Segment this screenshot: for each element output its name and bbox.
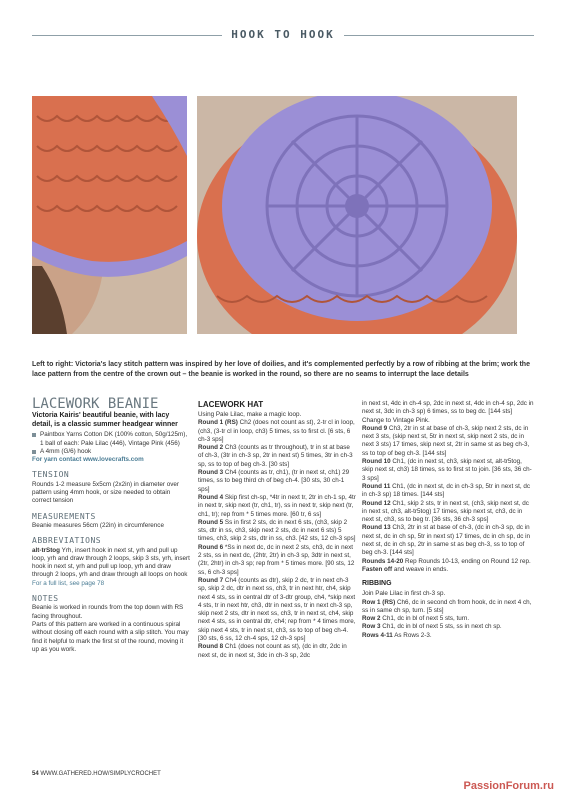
photo-caption: Left to right: Victoria's lacy stitch pattern was inspired by her love of doilies, and it's complemented perfectly by a row of ribbing at the brim; work the lace pattern from the centre of the crown out – the beanie is worked in the round, so there are no seams to interrupt the lace details [32, 361, 530, 378]
round-entry [198, 519, 356, 544]
round-label: Fasten off [362, 565, 393, 573]
round-text: Rep Rounds 10-13, ending on Round 12 rep. [403, 557, 531, 565]
round-label: Round 10 [362, 458, 391, 466]
round-label: Round 11 [362, 482, 391, 490]
round-entry [198, 469, 356, 494]
column-hat [198, 400, 356, 660]
round-label: Round 2 [198, 444, 224, 452]
row-entry [362, 623, 534, 631]
row-text: Ch1, dc in bl of next 5 sts, turn. [380, 615, 470, 623]
round-entry [198, 643, 356, 660]
abbreviation-term: alt-trStog [32, 546, 60, 554]
abbreviation-entry [32, 547, 190, 580]
round-text: Ch2 (does not count as st), 2-tr cl in loop, (ch3, (3-tr cl in loop, ch3) 5 times, ss to first cl. [6 sts, 6 ch-3 sps] [198, 419, 355, 443]
round-text: and weave in ends. [392, 565, 449, 573]
material-item: A 4mm (G/6) hook [32, 448, 190, 456]
row-entry [362, 599, 534, 616]
notes-heading: NOTES [32, 594, 59, 604]
materials-list [32, 431, 190, 456]
column-intro [32, 396, 190, 654]
round-entry [198, 494, 356, 519]
round-label: Round 12 [362, 499, 391, 507]
row-text: Ch1, dc in bl of next 5 sts, ss in next ch sp. [380, 623, 502, 631]
measurements-text: Beanie measures 56cm (22in) in circumference [32, 521, 164, 529]
round-text: Ch1, (dc in next st, dc in ch-3 sp, 5tr in next st, dc in ch-3 sp) 18 times. [144 sts] [362, 482, 530, 499]
measurements-heading: MEASUREMENTS [32, 511, 96, 521]
pattern-intro: Victoria Kairis' beautiful beanie, with lacy detail, is a classic summer headgear winner [32, 412, 178, 429]
round-entry [362, 458, 534, 483]
beanie-side-photo [32, 96, 187, 334]
round-label: Rounds 14-20 [362, 557, 404, 565]
round-label: Round 1 (RS) [198, 419, 238, 427]
tension-text: Rounds 1-2 measure 5x5cm (2x2in) in diameter over pattern using 4mm hook, or size needed to obtain correct tension [32, 480, 179, 505]
footer-url[interactable]: WWW.GATHERED.HOW/SIMPLYCROCHET [40, 771, 161, 777]
round-entry [362, 524, 534, 557]
row-text: As Rows 2-3. [392, 631, 432, 639]
ribbing-start: Join Pale Lilac in first ch-3 sp. [362, 590, 446, 598]
notes-paragraph: Parts of this pattern are worked in a continuous spiral without closing off each round with a slip stitch. You may find it helpful to mark the first st of the round, moving it up as you work. [32, 620, 189, 653]
round-text: Ch1, skip 2 sts, tr in next st, (ch3, skip next st, dc in next st, ch3, alt-tr5tog) 17 times, skip next st, ch3, dc in next st, ch3, ss to beg tr. [36 sts, 36 ch-3 sps] [362, 499, 529, 524]
abbreviation-definition: Yrh, insert hook in next st, yrh and pull up loop, yrh and draw through 2 loops, skip 3 sts, yrh, insert hook in next st, yrh and pull up loop, yrh and draw through 2 loops, yrh and draw through all loops on hook [32, 546, 190, 579]
round-text: Ch1 (does not count as st), (dc in dtr, 2dc in next st, dc in next st, 3dc in ch-3 sp, 2dc [198, 643, 347, 659]
round-text: Ch4 (counts as tr, ch1), (tr in next st, ch1) 29 times, ss to beg third ch of beg ch-4. [30 sts, 30 ch-1 sps] [198, 469, 350, 493]
round-label: Round 6 [198, 543, 224, 551]
round-label: Round 4 [198, 493, 224, 501]
round-entry [198, 419, 356, 444]
round-label: Round 7 [198, 576, 224, 584]
row-entry [362, 632, 534, 640]
row-label: Row 1 (RS) [362, 598, 396, 606]
page-footer [32, 771, 161, 777]
round-entry [198, 577, 356, 643]
row-text: Ch6, dc in second ch from hook, dc in next 4 ch, ss in same ch sp, turn. [5 sts] [362, 598, 532, 614]
round-entry [198, 444, 356, 469]
round-text: Ch4 (counts as dtr), skip 2 dc, tr in next ch-3 sp, skip 2 dc, dtr in next ss, ch3, tr in next htr, ch4, skip next 4 sts, ss in central dtr of 3-dtr group, ch4, *skip next 4 sts, tr in next htr, ch3, dtr in next ss, tr in next ch-3 sp, skip next 2 sts, dtr in next ss, ch3, tr in next st, ch4, skip next 4 sts, ss in central dtr, ch4; rep from * 4 times more, skip next 4 sts, tr in next st, ch3, ss to top of beg ch-4. [30 sts, 6 ss, 12 ch-4 sps, 12 ch-3 sps] [198, 576, 356, 643]
round-continued: in next st, 4dc in ch-4 sp, 2dc in next st, 4dc in ch-4 sp, 2dc in next st, 3dc in ch-3 sp) 6 times, ss to beg dc. [144 sts] [362, 400, 534, 416]
beanie-crown-photo [197, 96, 517, 334]
page-number: 54 [32, 771, 39, 777]
round-text: Ch3, 2tr in st at base of ch-3, skip next 2 sts, dc in next 3 sts, (skip next st, 5tr in next st, skip next 2 sts, dc in next 3 sts) 17 times, skip next st, 2tr in same st as beg ch-3, ss to top of beg ch-3. [144 sts] [362, 424, 530, 457]
round-label: Round 13 [362, 524, 391, 532]
abbreviations-more-link[interactable]: For a full list, see page 78 [32, 579, 105, 587]
round-entry [198, 544, 356, 577]
round-label: Round 3 [198, 469, 224, 477]
notes-paragraph: Beanie is worked in rounds from the top down with RS facing throughout. [32, 604, 184, 620]
round-text: Ch3, 2tr in st at base of ch-3, (dc in ch-3 sp, dc in next st, dc in ch sp, 5tr in next st) 17 times, dc in ch sp, dc in next st, dc in ch sp, 2tr in same st as beg ch-3, ss to top of beg ch-3. [144 sts] [362, 524, 530, 557]
round-entry [362, 500, 534, 525]
round-entry [362, 425, 534, 458]
hat-heading: LACEWORK HAT [198, 400, 264, 409]
round-text: Ch3 (counts as tr throughout), tr in st at base of ch-3, (3tr in ch-3 sp, 2tr in next st) 5 times, 3tr in ch-3 sp, ss to top of beg ch-3. [30 sts] [198, 444, 353, 468]
row-label: Rows 4-11 [362, 631, 393, 639]
round-text: Ch1, (dc in next st, ch3, skip next st, alt-tr5tog, skip next st, ch3) 18 times, ss to first st to join. [36 sts, 36 ch-3 sps] [362, 458, 532, 482]
pattern-title: LACEWORK BEANIE [32, 396, 159, 412]
round-entry [362, 483, 534, 500]
round-label: Round 5 [198, 518, 224, 526]
hat-start: Using Pale Lilac, make a magic loop. [198, 411, 302, 418]
tension-heading: TENSION [32, 470, 70, 480]
header-rule-left [32, 35, 222, 36]
colour-change: Change to Vintage Pink. [362, 416, 430, 424]
material-item: Paintbox Yarns Cotton DK (100% cotton, 50g/125m), 1 ball of each: Pale Lilac (446), Vintage Pink (456) [32, 431, 190, 448]
row-label: Row 3 [362, 623, 381, 631]
round-label: Round 8 [198, 643, 224, 651]
page-header [0, 26, 566, 46]
yarn-contact: For yarn contact www.lovecrafts.com [32, 456, 144, 464]
ribbing-heading: RIBBING [362, 580, 392, 588]
header-rule-right [344, 35, 534, 36]
row-entry [362, 615, 534, 623]
watermark: PassionForum.ru [463, 780, 554, 792]
column-continued [362, 400, 534, 640]
abbreviations-heading: ABBREVIATIONS [32, 536, 102, 546]
round-text: Ss in first 2 sts, dc in next 6 sts, (ch3, skip 2 sts, dtr in ss, ch3, skip next 2 sts, dc in next 6 sts) 5 times, ch3, skip 2 sts, dtr in ss, ch3. [42 sts, 12 ch-3 sps] [198, 518, 356, 543]
row-label: Row 2 [362, 615, 381, 623]
round-label: Round 9 [362, 424, 388, 432]
round-entry [362, 566, 534, 574]
round-text: *Ss in next dc, dc in next 2 sts, ch3, dc in next 2 sts, ss in next dc, (2htr, 2tr) in ch-3 sp, 3dtr in next st, (2tr, 2htr) in ch-3 sp; rep from * 5 times more. [90 sts, 12 ss, 6 ch-3 sps] [198, 543, 355, 576]
round-text: Skip first ch-sp, *4tr in next tr, 2tr in ch-1 sp, 4tr in next tr, skip next (tr, ch1, tr), ss in next tr, skip next (tr, ch1, tr); rep from * 5 times more. [60 tr, 6 ss] [198, 493, 356, 518]
round-entry [362, 558, 534, 566]
section-title: HOOK TO HOOK [231, 28, 335, 41]
